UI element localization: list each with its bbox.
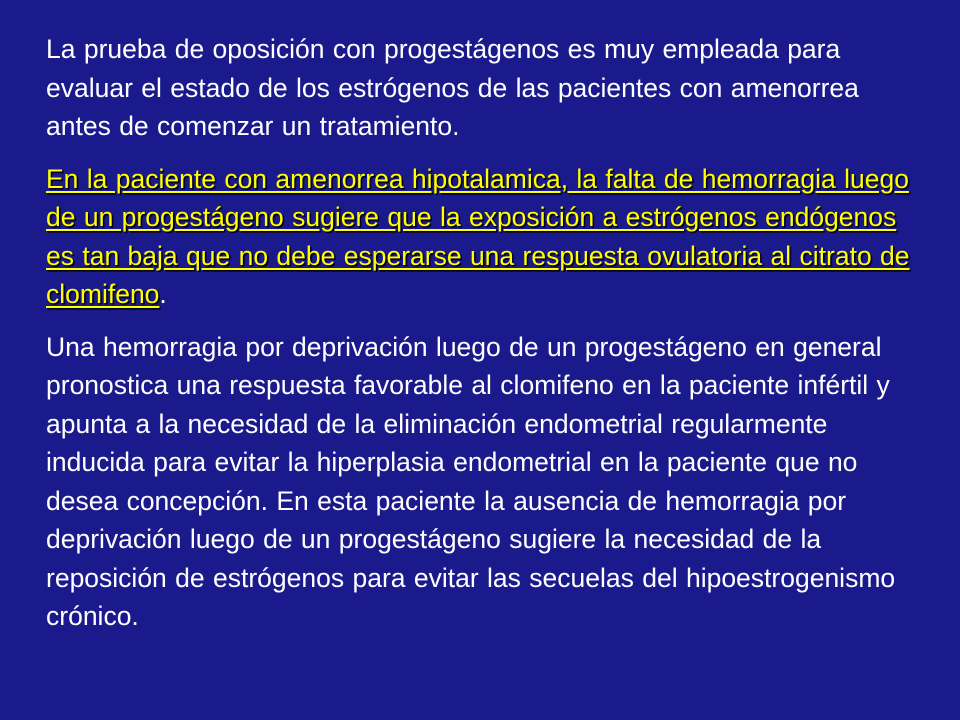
highlighted-statement-period: . [159, 279, 167, 309]
paragraph-deprivation-bleeding: Una hemorragia por deprivación luego de un progestágeno en general pronostica una respuesta favorable al clomifeno en la paciente infértil y apunta a la necesidad de la eliminación endometrial regularmente inducida para evitar la hiperplasia endometrial en la paciente que no desea concepción. En esta paciente la ausencia de hemorragia por deprivación luego de un progestágeno sugiere la necesidad de la reposición de estrógenos para evitar las secuelas del hipoestrogenismo crónico. [46, 331, 896, 631]
paragraph-intro: La prueba de oposición con progestágenos es muy empleada para evaluar el estado de los estrógenos de las pacientes con amenorrea antes de comenzar un tratamiento. [46, 34, 859, 141]
highlighted-statement: En la paciente con amenorrea hipotalamica, la falta de hemorragia luego de un progestágeno sugiere que la exposición a estrógenos endógenos es tan baja que no debe esperarse una respuesta ovulatoria al citrato de clomifeno [46, 163, 910, 309]
paragraph-highlighted [46, 160, 926, 314]
slide-content [46, 30, 926, 650]
